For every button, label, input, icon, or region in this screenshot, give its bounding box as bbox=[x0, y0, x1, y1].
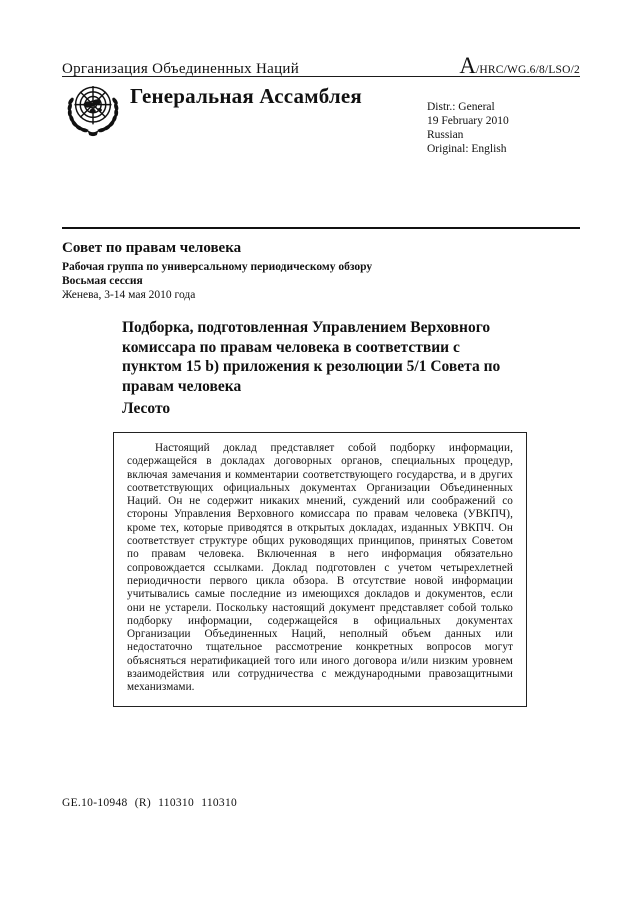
document-symbol bbox=[459, 54, 580, 78]
council-name: Совет по правам человека bbox=[62, 240, 242, 256]
session-block bbox=[62, 240, 372, 302]
summary-paragraph: Настоящий доклад представляет собой подборку информации, содержащейся в докладах договорных органов, специальных процедур, включая замечания и комментарии соответствующего государства, и в других соответствующих официальных документах Организации Объединенных Наций. Он не содержит никаких мнений, суждений или соображений со стороны Управления Верховного комиссара по правам человека (УВКПЧ), кроме тех, которые приводятся в открытых докладах, изданных УВКПЧ. Он соответствует структуре общих руководящих принципов, принятых Советом по правам человека. Включенная в него информация обязательно сопровождается ссылками. Доклад подготовлен с учетом четырехлетней периодичности первого цикла обзора. В отсутствие новой информации учитывались самые последние из имеющихся докладов и документов, если они не устарели. Поскольку настоящий документ представляет собой только подборку информации, содержащейся в официальных документах Организации Объединенных Наций, неполный объем данных или недостаточно тщательное рассмотрение конкретных вопросов могут объясняться нератификацией того или иного договора и/или низким уровнем взаимодействия или сотрудничества с международными правозащитными механизмами. bbox=[127, 442, 513, 694]
section-divider bbox=[62, 227, 580, 229]
original-language-line: Original: English bbox=[427, 143, 507, 155]
venue-dates: Женева, 3-14 мая 2010 года bbox=[62, 289, 196, 301]
document-symbol-rest: /HRC/WG.6/8/LSO/2 bbox=[475, 64, 580, 76]
distribution-block bbox=[427, 100, 509, 156]
language-line: Russian bbox=[427, 129, 464, 141]
distr-line: Distr.: General bbox=[427, 101, 495, 113]
org-name: Организация Объединенных Наций bbox=[62, 61, 300, 77]
country-name: Лесото bbox=[122, 400, 171, 417]
footer-reference: GE.10-10948 (R) 110310 110310 bbox=[62, 797, 238, 809]
assembly-title: Генеральная Ассамблея bbox=[130, 84, 362, 108]
summary-box bbox=[113, 432, 527, 707]
session-number: Восьмая сессия bbox=[62, 275, 143, 287]
document-symbol-letter: A bbox=[459, 53, 476, 78]
document-title: Подборка, подготовленная Управлением Верховного комиссара по правам человека в соответствии с пунктом 15 b) приложения к резолюции 5/1 Совета по правам человека bbox=[122, 319, 501, 395]
date-line: 19 February 2010 bbox=[427, 115, 509, 127]
header-divider bbox=[62, 76, 580, 77]
working-group-name: Рабочая группа по универсальному периодическому обзору bbox=[62, 261, 373, 273]
un-emblem-icon bbox=[64, 80, 122, 142]
header-row bbox=[62, 54, 580, 78]
